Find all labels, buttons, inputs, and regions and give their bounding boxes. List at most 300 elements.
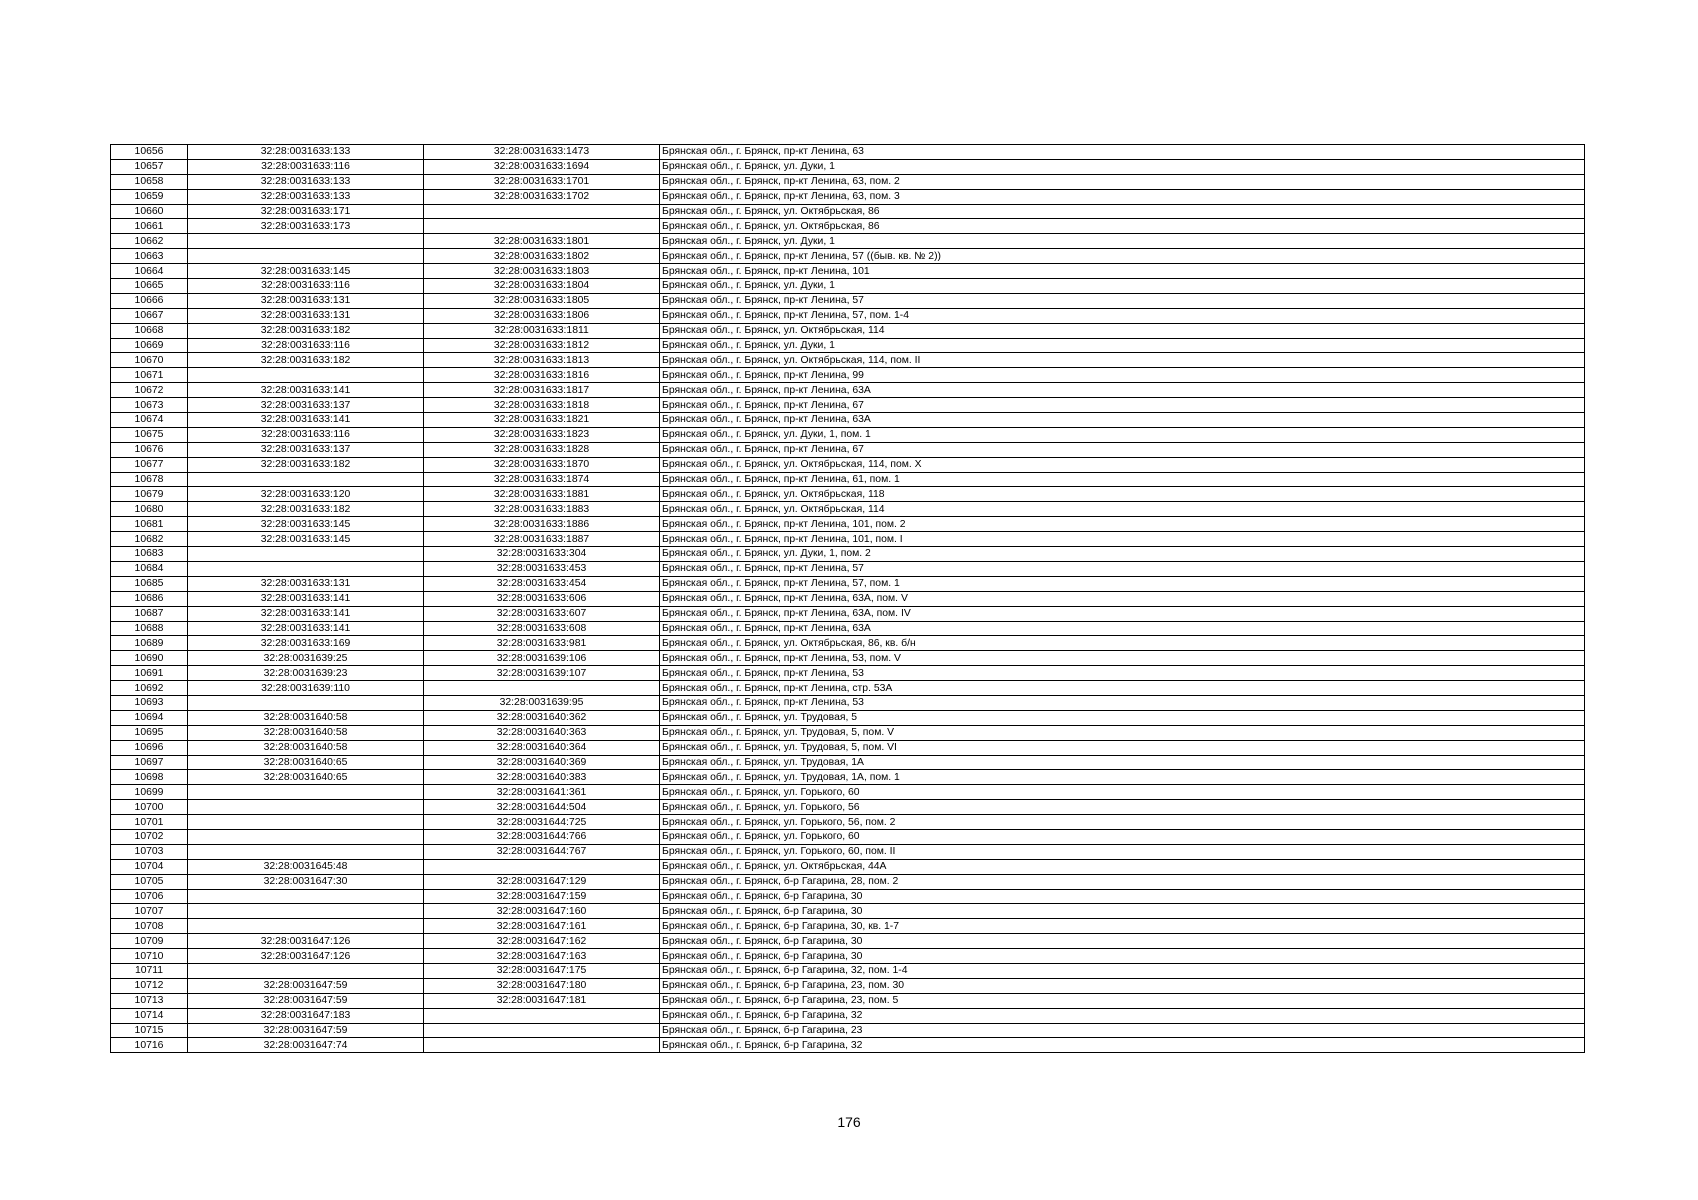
parent-cadastral-number-cell: 32:28:0031633:182	[188, 323, 424, 338]
row-number-cell: 10711	[111, 963, 188, 978]
parent-cadastral-number-cell	[188, 963, 424, 978]
parent-cadastral-number-cell: 32:28:0031647:74	[188, 1038, 424, 1053]
row-number-cell: 10662	[111, 234, 188, 249]
cadastral-number-cell: 32:28:0031633:1701	[424, 174, 660, 189]
row-number-cell: 10671	[111, 368, 188, 383]
parent-cadastral-number-cell	[188, 829, 424, 844]
table-row	[111, 338, 1585, 353]
address-cell: Брянская обл., г. Брянск, ул. Дуки, 1	[660, 159, 1585, 174]
table-row	[111, 651, 1585, 666]
row-number-cell: 10703	[111, 844, 188, 859]
row-number-cell: 10715	[111, 1023, 188, 1038]
row-number-cell: 10670	[111, 353, 188, 368]
table-row	[111, 740, 1585, 755]
table-row	[111, 1023, 1585, 1038]
row-number-cell: 10676	[111, 442, 188, 457]
table-row	[111, 666, 1585, 681]
parent-cadastral-number-cell: 32:28:0031639:23	[188, 666, 424, 681]
cadastral-number-cell	[424, 1038, 660, 1053]
parent-cadastral-number-cell: 32:28:0031647:126	[188, 934, 424, 949]
cadastral-number-cell: 32:28:0031647:180	[424, 978, 660, 993]
parent-cadastral-number-cell: 32:28:0031633:182	[188, 502, 424, 517]
parent-cadastral-number-cell: 32:28:0031645:48	[188, 859, 424, 874]
table-row	[111, 502, 1585, 517]
address-cell: Брянская обл., г. Брянск, пр-кт Ленина, 63А	[660, 621, 1585, 636]
cadastral-number-cell: 32:28:0031633:1806	[424, 308, 660, 323]
parent-cadastral-number-cell: 32:28:0031633:131	[188, 293, 424, 308]
cadastral-number-cell: 32:28:0031641:361	[424, 785, 660, 800]
row-number-cell: 10700	[111, 800, 188, 815]
cadastral-number-cell: 32:28:0031644:725	[424, 815, 660, 830]
address-cell: Брянская обл., г. Брянск, ул. Октябрьская, 114	[660, 502, 1585, 517]
cadastral-number-cell: 32:28:0031647:163	[424, 949, 660, 964]
table-row	[111, 874, 1585, 889]
address-cell: Брянская обл., г. Брянск, ул. Горького, 60, пом. II	[660, 844, 1585, 859]
row-number-cell: 10664	[111, 264, 188, 279]
row-number-cell: 10689	[111, 636, 188, 651]
table-row	[111, 279, 1585, 294]
row-number-cell: 10668	[111, 323, 188, 338]
table-body	[111, 145, 1585, 1053]
cadastral-number-cell: 32:28:0031639:107	[424, 666, 660, 681]
cadastral-number-cell: 32:28:0031640:369	[424, 755, 660, 770]
row-number-cell: 10685	[111, 576, 188, 591]
table-row	[111, 442, 1585, 457]
address-cell: Брянская обл., г. Брянск, пр-кт Ленина, 63	[660, 145, 1585, 160]
parent-cadastral-number-cell	[188, 815, 424, 830]
table-row	[111, 219, 1585, 234]
parent-cadastral-number-cell: 32:28:0031633:145	[188, 264, 424, 279]
table-row	[111, 978, 1585, 993]
row-number-cell: 10690	[111, 651, 188, 666]
address-cell: Брянская обл., г. Брянск, ул. Октябрьская, 118	[660, 487, 1585, 502]
table-row	[111, 145, 1585, 160]
address-cell: Брянская обл., г. Брянск, ул. Октябрьская, 114, пом. X	[660, 457, 1585, 472]
address-cell: Брянская обл., г. Брянск, ул. Горького, 56, пом. 2	[660, 815, 1585, 830]
cadastral-number-cell: 32:28:0031647:161	[424, 919, 660, 934]
address-cell: Брянская обл., г. Брянск, ул. Трудовая, 5, пом. VI	[660, 740, 1585, 755]
address-cell: Брянская обл., г. Брянск, б-р Гагарина, 30	[660, 904, 1585, 919]
cadastral-number-cell: 32:28:0031633:606	[424, 591, 660, 606]
cadastral-number-cell: 32:28:0031644:766	[424, 829, 660, 844]
table-row	[111, 889, 1585, 904]
parent-cadastral-number-cell	[188, 561, 424, 576]
address-cell: Брянская обл., г. Брянск, ул. Октябрьская, 114	[660, 323, 1585, 338]
cadastral-number-cell: 32:28:0031633:1801	[424, 234, 660, 249]
parent-cadastral-number-cell: 32:28:0031633:141	[188, 621, 424, 636]
address-cell: Брянская обл., г. Брянск, б-р Гагарина, 23, пом. 30	[660, 978, 1585, 993]
address-cell: Брянская обл., г. Брянск, пр-кт Ленина, 57	[660, 561, 1585, 576]
table-row	[111, 695, 1585, 710]
parent-cadastral-number-cell: 32:28:0031640:65	[188, 755, 424, 770]
parent-cadastral-number-cell: 32:28:0031633:137	[188, 442, 424, 457]
row-number-cell: 10658	[111, 174, 188, 189]
table-row	[111, 859, 1585, 874]
table-row	[111, 800, 1585, 815]
row-number-cell: 10709	[111, 934, 188, 949]
cadastral-number-cell: 32:28:0031644:767	[424, 844, 660, 859]
cadastral-number-cell: 32:28:0031639:106	[424, 651, 660, 666]
parent-cadastral-number-cell: 32:28:0031647:183	[188, 1008, 424, 1023]
table-row	[111, 904, 1585, 919]
parent-cadastral-number-cell: 32:28:0031633:133	[188, 174, 424, 189]
parent-cadastral-number-cell	[188, 889, 424, 904]
row-number-cell: 10713	[111, 993, 188, 1008]
address-cell: Брянская обл., г. Брянск, ул. Трудовая, 1А, пом. 1	[660, 770, 1585, 785]
table-row	[111, 1038, 1585, 1053]
table-row	[111, 681, 1585, 696]
parent-cadastral-number-cell: 32:28:0031633:141	[188, 591, 424, 606]
table-row	[111, 427, 1585, 442]
parent-cadastral-number-cell: 32:28:0031633:116	[188, 159, 424, 174]
address-cell: Брянская обл., г. Брянск, ул. Октябрьская, 86	[660, 219, 1585, 234]
cadastral-number-cell: 32:28:0031640:362	[424, 710, 660, 725]
parent-cadastral-number-cell: 32:28:0031633:173	[188, 219, 424, 234]
parent-cadastral-number-cell: 32:28:0031633:182	[188, 353, 424, 368]
table-row	[111, 770, 1585, 785]
parent-cadastral-number-cell: 32:28:0031633:133	[188, 145, 424, 160]
parent-cadastral-number-cell: 32:28:0031639:110	[188, 681, 424, 696]
table-row	[111, 547, 1585, 562]
row-number-cell: 10683	[111, 547, 188, 562]
parent-cadastral-number-cell	[188, 785, 424, 800]
parent-cadastral-number-cell: 32:28:0031633:120	[188, 487, 424, 502]
row-number-cell: 10672	[111, 383, 188, 398]
row-number-cell: 10698	[111, 770, 188, 785]
cadastral-number-cell: 32:28:0031647:175	[424, 963, 660, 978]
parent-cadastral-number-cell: 32:28:0031633:145	[188, 532, 424, 547]
parent-cadastral-number-cell: 32:28:0031633:141	[188, 413, 424, 428]
row-number-cell: 10686	[111, 591, 188, 606]
cadastral-number-cell: 32:28:0031633:1823	[424, 427, 660, 442]
address-cell: Брянская обл., г. Брянск, б-р Гагарина, 28, пом. 2	[660, 874, 1585, 889]
address-cell: Брянская обл., г. Брянск, пр-кт Ленина, стр. 53А	[660, 681, 1585, 696]
table-row	[111, 934, 1585, 949]
parent-cadastral-number-cell: 32:28:0031633:141	[188, 606, 424, 621]
parent-cadastral-number-cell	[188, 472, 424, 487]
table-row	[111, 755, 1585, 770]
parent-cadastral-number-cell: 32:28:0031647:59	[188, 1023, 424, 1038]
table-row	[111, 159, 1585, 174]
address-cell: Брянская обл., г. Брянск, пр-кт Ленина, 67	[660, 398, 1585, 413]
cadastral-number-cell: 32:28:0031633:1886	[424, 517, 660, 532]
cadastral-number-cell: 32:28:0031633:1473	[424, 145, 660, 160]
cadastral-number-cell: 32:28:0031633:1803	[424, 264, 660, 279]
address-cell: Брянская обл., г. Брянск, пр-кт Ленина, 61, пом. 1	[660, 472, 1585, 487]
row-number-cell: 10710	[111, 949, 188, 964]
address-cell: Брянская обл., г. Брянск, ул. Трудовая, 1А	[660, 755, 1585, 770]
row-number-cell: 10656	[111, 145, 188, 160]
row-number-cell: 10705	[111, 874, 188, 889]
parent-cadastral-number-cell: 32:28:0031640:58	[188, 725, 424, 740]
address-cell: Брянская обл., г. Брянск, ул. Горького, 56	[660, 800, 1585, 815]
parent-cadastral-number-cell	[188, 234, 424, 249]
cadastral-number-cell: 32:28:0031647:159	[424, 889, 660, 904]
address-cell: Брянская обл., г. Брянск, ул. Горького, 60	[660, 829, 1585, 844]
cadastral-number-cell: 32:28:0031647:160	[424, 904, 660, 919]
table-row	[111, 308, 1585, 323]
row-number-cell: 10707	[111, 904, 188, 919]
address-cell: Брянская обл., г. Брянск, пр-кт Ленина, 63, пом. 2	[660, 174, 1585, 189]
address-cell: Брянская обл., г. Брянск, ул. Дуки, 1	[660, 279, 1585, 294]
table-row	[111, 785, 1585, 800]
row-number-cell: 10677	[111, 457, 188, 472]
cadastral-number-cell: 32:28:0031633:1816	[424, 368, 660, 383]
address-cell: Брянская обл., г. Брянск, пр-кт Ленина, 57, пом. 1-4	[660, 308, 1585, 323]
cadastral-number-cell: 32:28:0031640:364	[424, 740, 660, 755]
row-number-cell: 10699	[111, 785, 188, 800]
address-cell: Брянская обл., г. Брянск, пр-кт Ленина, 67	[660, 442, 1585, 457]
row-number-cell: 10708	[111, 919, 188, 934]
table-row	[111, 963, 1585, 978]
row-number-cell: 10669	[111, 338, 188, 353]
address-cell: Брянская обл., г. Брянск, пр-кт Ленина, 53	[660, 695, 1585, 710]
table-row	[111, 1008, 1585, 1023]
cadastral-number-cell	[424, 859, 660, 874]
cadastral-number-cell: 32:28:0031633:1804	[424, 279, 660, 294]
address-cell: Брянская обл., г. Брянск, ул. Октябрьская, 44А	[660, 859, 1585, 874]
address-cell: Брянская обл., г. Брянск, ул. Дуки, 1	[660, 234, 1585, 249]
cadastral-number-cell: 32:28:0031633:1811	[424, 323, 660, 338]
cadastral-number-cell	[424, 204, 660, 219]
parent-cadastral-number-cell: 32:28:0031640:58	[188, 710, 424, 725]
table-row	[111, 353, 1585, 368]
row-number-cell: 10682	[111, 532, 188, 547]
address-cell: Брянская обл., г. Брянск, б-р Гагарина, 32	[660, 1008, 1585, 1023]
cadastral-number-cell: 32:28:0031633:1818	[424, 398, 660, 413]
row-number-cell: 10687	[111, 606, 188, 621]
cadastral-number-cell: 32:28:0031633:607	[424, 606, 660, 621]
address-cell: Брянская обл., г. Брянск, ул. Октябрьская, 86	[660, 204, 1585, 219]
address-cell: Брянская обл., г. Брянск, пр-кт Ленина, 63, пом. 3	[660, 189, 1585, 204]
table-row	[111, 368, 1585, 383]
row-number-cell: 10692	[111, 681, 188, 696]
page-number: 176	[837, 1114, 861, 1130]
row-number-cell: 10657	[111, 159, 188, 174]
parent-cadastral-number-cell: 32:28:0031633:141	[188, 383, 424, 398]
address-cell: Брянская обл., г. Брянск, пр-кт Ленина, 57	[660, 293, 1585, 308]
parent-cadastral-number-cell: 32:28:0031633:145	[188, 517, 424, 532]
parent-cadastral-number-cell: 32:28:0031633:182	[188, 457, 424, 472]
table-row	[111, 472, 1585, 487]
row-number-cell: 10680	[111, 502, 188, 517]
cadastral-number-cell: 32:28:0031633:1817	[424, 383, 660, 398]
parent-cadastral-number-cell	[188, 844, 424, 859]
parent-cadastral-number-cell: 32:28:0031647:59	[188, 978, 424, 993]
cadastral-number-cell: 32:28:0031633:1702	[424, 189, 660, 204]
cadastral-number-cell: 32:28:0031640:383	[424, 770, 660, 785]
cadastral-number-cell: 32:28:0031633:608	[424, 621, 660, 636]
row-number-cell: 10684	[111, 561, 188, 576]
table-row	[111, 398, 1585, 413]
table-row	[111, 323, 1585, 338]
address-cell: Брянская обл., г. Брянск, пр-кт Ленина, 63А	[660, 383, 1585, 398]
address-cell: Брянская обл., г. Брянск, пр-кт Ленина, 99	[660, 368, 1585, 383]
address-cell: Брянская обл., г. Брянск, пр-кт Ленина, 101, пом. 2	[660, 517, 1585, 532]
cadastral-number-cell: 32:28:0031633:453	[424, 561, 660, 576]
table-row	[111, 383, 1585, 398]
address-cell: Брянская обл., г. Брянск, пр-кт Ленина, 63А, пом. V	[660, 591, 1585, 606]
address-cell: Брянская обл., г. Брянск, ул. Горького, 60	[660, 785, 1585, 800]
parent-cadastral-number-cell: 32:28:0031633:169	[188, 636, 424, 651]
address-cell: Брянская обл., г. Брянск, пр-кт Ленина, 57, пом. 1	[660, 576, 1585, 591]
table-row	[111, 561, 1585, 576]
address-cell: Брянская обл., г. Брянск, пр-кт Ленина, 63А, пом. IV	[660, 606, 1585, 621]
parent-cadastral-number-cell: 32:28:0031633:133	[188, 189, 424, 204]
table-row	[111, 457, 1585, 472]
row-number-cell: 10704	[111, 859, 188, 874]
address-cell: Брянская обл., г. Брянск, ул. Дуки, 1, пом. 2	[660, 547, 1585, 562]
cadastral-number-cell	[424, 1023, 660, 1038]
address-cell: Брянская обл., г. Брянск, пр-кт Ленина, 53, пом. V	[660, 651, 1585, 666]
cadastral-number-cell: 32:28:0031633:1883	[424, 502, 660, 517]
row-number-cell: 10678	[111, 472, 188, 487]
address-cell: Брянская обл., г. Брянск, ул. Трудовая, 5	[660, 710, 1585, 725]
table-row	[111, 591, 1585, 606]
row-number-cell: 10695	[111, 725, 188, 740]
row-number-cell: 10674	[111, 413, 188, 428]
cadastral-number-cell: 32:28:0031633:1805	[424, 293, 660, 308]
parent-cadastral-number-cell: 32:28:0031647:59	[188, 993, 424, 1008]
table-row	[111, 919, 1585, 934]
parent-cadastral-number-cell: 32:28:0031647:126	[188, 949, 424, 964]
table-row	[111, 413, 1585, 428]
cadastral-number-cell: 32:28:0031633:1870	[424, 457, 660, 472]
row-number-cell: 10673	[111, 398, 188, 413]
parent-cadastral-number-cell	[188, 800, 424, 815]
cadastral-number-cell: 32:28:0031639:95	[424, 695, 660, 710]
row-number-cell: 10712	[111, 978, 188, 993]
cadastral-number-cell: 32:28:0031640:363	[424, 725, 660, 740]
parent-cadastral-number-cell: 32:28:0031647:30	[188, 874, 424, 889]
row-number-cell: 10714	[111, 1008, 188, 1023]
cadastral-number-cell: 32:28:0031647:129	[424, 874, 660, 889]
cadastral-number-cell: 32:28:0031647:162	[424, 934, 660, 949]
cadastral-number-cell: 32:28:0031644:504	[424, 800, 660, 815]
table-row	[111, 710, 1585, 725]
parent-cadastral-number-cell: 32:28:0031633:116	[188, 427, 424, 442]
row-number-cell: 10706	[111, 889, 188, 904]
address-cell: Брянская обл., г. Брянск, ул. Дуки, 1, пом. 1	[660, 427, 1585, 442]
table-row	[111, 264, 1585, 279]
cadastral-number-cell: 32:28:0031633:1802	[424, 249, 660, 264]
cadastral-number-cell: 32:28:0031633:1813	[424, 353, 660, 368]
table-row	[111, 844, 1585, 859]
cadastral-number-cell: 32:28:0031633:304	[424, 547, 660, 562]
address-cell: Брянская обл., г. Брянск, ул. Дуки, 1	[660, 338, 1585, 353]
address-cell: Брянская обл., г. Брянск, пр-кт Ленина, 101	[660, 264, 1585, 279]
parent-cadastral-number-cell: 32:28:0031633:116	[188, 338, 424, 353]
parent-cadastral-number-cell: 32:28:0031633:131	[188, 308, 424, 323]
property-registry-table	[110, 144, 1585, 1053]
address-cell: Брянская обл., г. Брянск, б-р Гагарина, 30	[660, 949, 1585, 964]
parent-cadastral-number-cell: 32:28:0031633:116	[188, 279, 424, 294]
address-cell: Брянская обл., г. Брянск, б-р Гагарина, 32, пом. 1-4	[660, 963, 1585, 978]
table-row	[111, 532, 1585, 547]
address-cell: Брянская обл., г. Брянск, б-р Гагарина, 30, кв. 1-7	[660, 919, 1585, 934]
address-cell: Брянская обл., г. Брянск, пр-кт Ленина, 57 ((быв. кв. № 2))	[660, 249, 1585, 264]
table-row	[111, 234, 1585, 249]
row-number-cell: 10667	[111, 308, 188, 323]
table-row	[111, 993, 1585, 1008]
address-cell: Брянская обл., г. Брянск, пр-кт Ленина, 53	[660, 666, 1585, 681]
address-cell: Брянская обл., г. Брянск, ул. Октябрьская, 86, кв. б/н	[660, 636, 1585, 651]
table-row	[111, 517, 1585, 532]
parent-cadastral-number-cell: 32:28:0031640:58	[188, 740, 424, 755]
table-row	[111, 189, 1585, 204]
row-number-cell: 10688	[111, 621, 188, 636]
row-number-cell: 10696	[111, 740, 188, 755]
row-number-cell: 10693	[111, 695, 188, 710]
parent-cadastral-number-cell	[188, 919, 424, 934]
address-cell: Брянская обл., г. Брянск, пр-кт Ленина, 101, пом. I	[660, 532, 1585, 547]
row-number-cell: 10663	[111, 249, 188, 264]
cadastral-number-cell	[424, 681, 660, 696]
table-row	[111, 293, 1585, 308]
row-number-cell: 10701	[111, 815, 188, 830]
cadastral-number-cell: 32:28:0031633:454	[424, 576, 660, 591]
row-number-cell: 10659	[111, 189, 188, 204]
row-number-cell: 10665	[111, 279, 188, 294]
row-number-cell: 10681	[111, 517, 188, 532]
parent-cadastral-number-cell: 32:28:0031640:65	[188, 770, 424, 785]
address-cell: Брянская обл., г. Брянск, ул. Трудовая, 5, пом. V	[660, 725, 1585, 740]
table-row	[111, 636, 1585, 651]
table-row	[111, 249, 1585, 264]
cadastral-number-cell: 32:28:0031633:1694	[424, 159, 660, 174]
row-number-cell: 10716	[111, 1038, 188, 1053]
table-row	[111, 949, 1585, 964]
table-row	[111, 621, 1585, 636]
parent-cadastral-number-cell: 32:28:0031639:25	[188, 651, 424, 666]
row-number-cell: 10702	[111, 829, 188, 844]
table-row	[111, 606, 1585, 621]
parent-cadastral-number-cell	[188, 904, 424, 919]
cadastral-number-cell: 32:28:0031647:181	[424, 993, 660, 1008]
cadastral-number-cell: 32:28:0031633:1821	[424, 413, 660, 428]
table-row	[111, 174, 1585, 189]
address-cell: Брянская обл., г. Брянск, б-р Гагарина, 23	[660, 1023, 1585, 1038]
address-cell: Брянская обл., г. Брянск, пр-кт Ленина, 63А	[660, 413, 1585, 428]
parent-cadastral-number-cell	[188, 249, 424, 264]
row-number-cell: 10697	[111, 755, 188, 770]
row-number-cell: 10679	[111, 487, 188, 502]
address-cell: Брянская обл., г. Брянск, б-р Гагарина, 30	[660, 934, 1585, 949]
cadastral-number-cell	[424, 219, 660, 234]
parent-cadastral-number-cell: 32:28:0031633:137	[188, 398, 424, 413]
cadastral-number-cell: 32:28:0031633:1887	[424, 532, 660, 547]
cadastral-number-cell: 32:28:0031633:1881	[424, 487, 660, 502]
row-number-cell: 10694	[111, 710, 188, 725]
table-row	[111, 829, 1585, 844]
cadastral-number-cell: 32:28:0031633:981	[424, 636, 660, 651]
address-cell: Брянская обл., г. Брянск, б-р Гагарина, 30	[660, 889, 1585, 904]
address-cell: Брянская обл., г. Брянск, б-р Гагарина, 32	[660, 1038, 1585, 1053]
table-row	[111, 815, 1585, 830]
cadastral-number-cell: 32:28:0031633:1828	[424, 442, 660, 457]
cadastral-number-cell	[424, 1008, 660, 1023]
row-number-cell: 10661	[111, 219, 188, 234]
cadastral-number-cell: 32:28:0031633:1874	[424, 472, 660, 487]
parent-cadastral-number-cell	[188, 547, 424, 562]
row-number-cell: 10691	[111, 666, 188, 681]
table-row	[111, 487, 1585, 502]
parent-cadastral-number-cell	[188, 695, 424, 710]
address-cell: Брянская обл., г. Брянск, б-р Гагарина, 23, пом. 5	[660, 993, 1585, 1008]
table-row	[111, 725, 1585, 740]
row-number-cell: 10660	[111, 204, 188, 219]
parent-cadastral-number-cell: 32:28:0031633:131	[188, 576, 424, 591]
